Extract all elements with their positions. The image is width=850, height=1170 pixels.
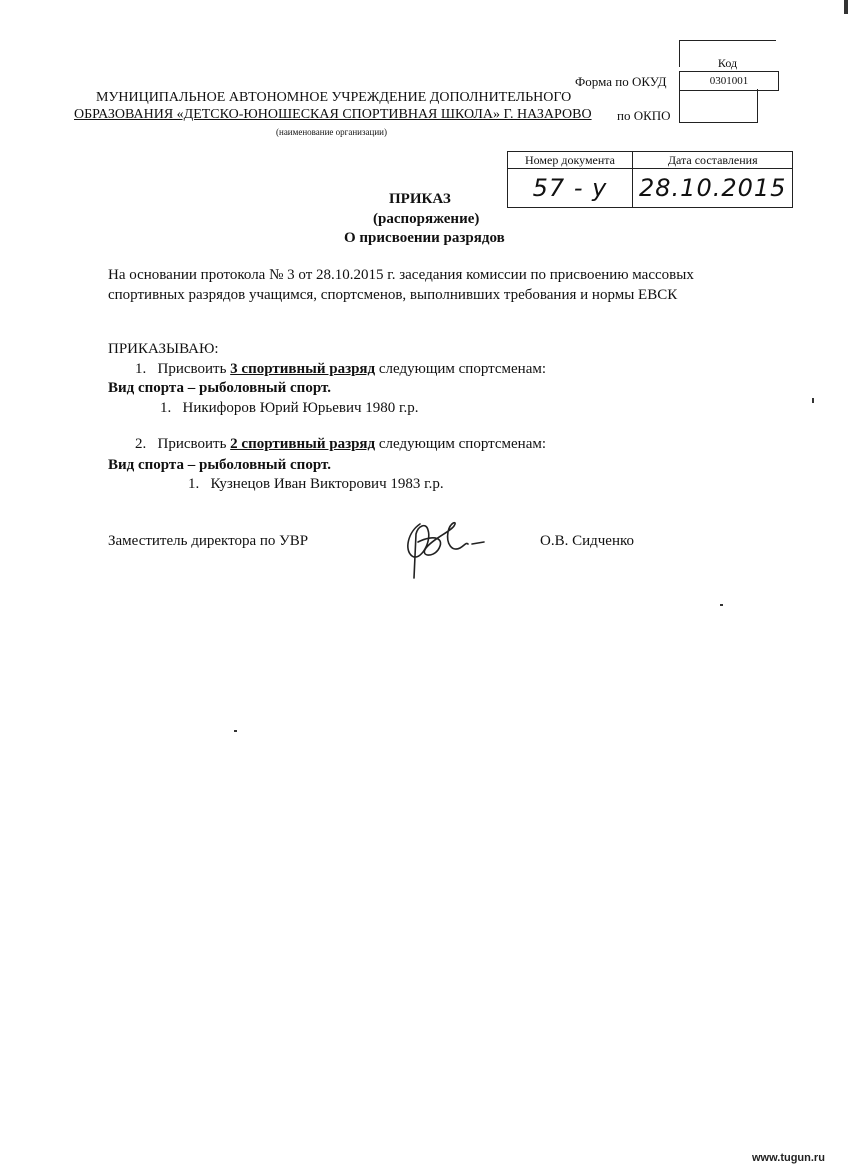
item-number: 1. <box>135 361 147 377</box>
athlete-number: 1. <box>188 476 200 492</box>
scan-speck <box>720 604 723 606</box>
athlete-name: Никифоров Юрий Юрьевич 1980 г.р. <box>182 400 419 416</box>
scan-edge <box>844 0 848 14</box>
org-name-note: (наименование организации) <box>276 127 387 137</box>
doc-date-value: 28.10.2015 <box>633 169 793 208</box>
rank-label: 3 спортивный разряд <box>230 361 376 377</box>
athlete-2 <box>188 476 444 493</box>
doc-number-table <box>507 151 793 208</box>
doc-date-header: Дата составления <box>633 152 793 169</box>
item-prefix: Присвоить <box>157 436 231 452</box>
sport-type-2: Вид спорта – рыболовный спорт. <box>108 457 331 473</box>
code-label: Код <box>717 56 738 70</box>
item-suffix: следующим спортсменам: <box>375 361 547 377</box>
okud-label: Форма по ОКУД <box>575 74 667 89</box>
order-word: ПРИКАЗЫВАЮ: <box>108 341 219 357</box>
scan-speck <box>812 398 814 403</box>
handwritten-signature <box>398 512 493 590</box>
athlete-name: Кузнецов Иван Викторович 1983 г.р. <box>210 476 444 492</box>
item-number: 2. <box>135 436 147 452</box>
doc-title: ПРИКАЗ <box>389 191 451 207</box>
basis-paragraph: На основании протокола № 3 от 28.10.2015 г. заседания комиссии по присвоению массовых спортивных разрядов учащимся, спортсменов, выполнивших требования и нормы ЕВСК <box>108 267 694 303</box>
org-name-line2: ОБРАЗОВАНИЯ «ДЕТСКО-ЮНОШЕСКАЯ СПОРТИВНАЯ ШКОЛА» Г. НАЗАРОВО <box>74 107 592 122</box>
doc-topic: О присвоении разрядов <box>344 230 505 246</box>
signatory-position: Заместитель директора по УВР <box>108 533 309 549</box>
okpo-box <box>679 89 758 123</box>
signatory-name: О.В. Сидченко <box>540 533 635 549</box>
athlete-number: 1. <box>160 400 172 416</box>
doc-subtitle: (распоряжение) <box>373 211 480 227</box>
okud-code: 0301001 <box>679 71 779 91</box>
item-prefix: Присвоить <box>157 361 231 377</box>
org-name-line1: МУНИЦИПАЛЬНОЕ АВТОНОМНОЕ УЧРЕЖДЕНИЕ ДОПОЛНИТЕЛЬНОГО <box>96 90 572 105</box>
athlete-1 <box>160 400 418 417</box>
doc-number-value: 57 - у <box>508 169 633 208</box>
order-item-1 <box>135 361 546 378</box>
okpo-label: по ОКПО <box>617 108 671 123</box>
order-item-2 <box>135 436 546 453</box>
scan-speck <box>234 730 237 732</box>
item-suffix: следующим спортсменам: <box>375 436 547 452</box>
site-watermark: www.tugun.ru <box>752 1152 825 1164</box>
rank-label: 2 спортивный разряд <box>230 436 376 452</box>
sport-type-1: Вид спорта – рыболовный спорт. <box>108 380 331 396</box>
doc-number-header: Номер документа <box>508 152 633 169</box>
